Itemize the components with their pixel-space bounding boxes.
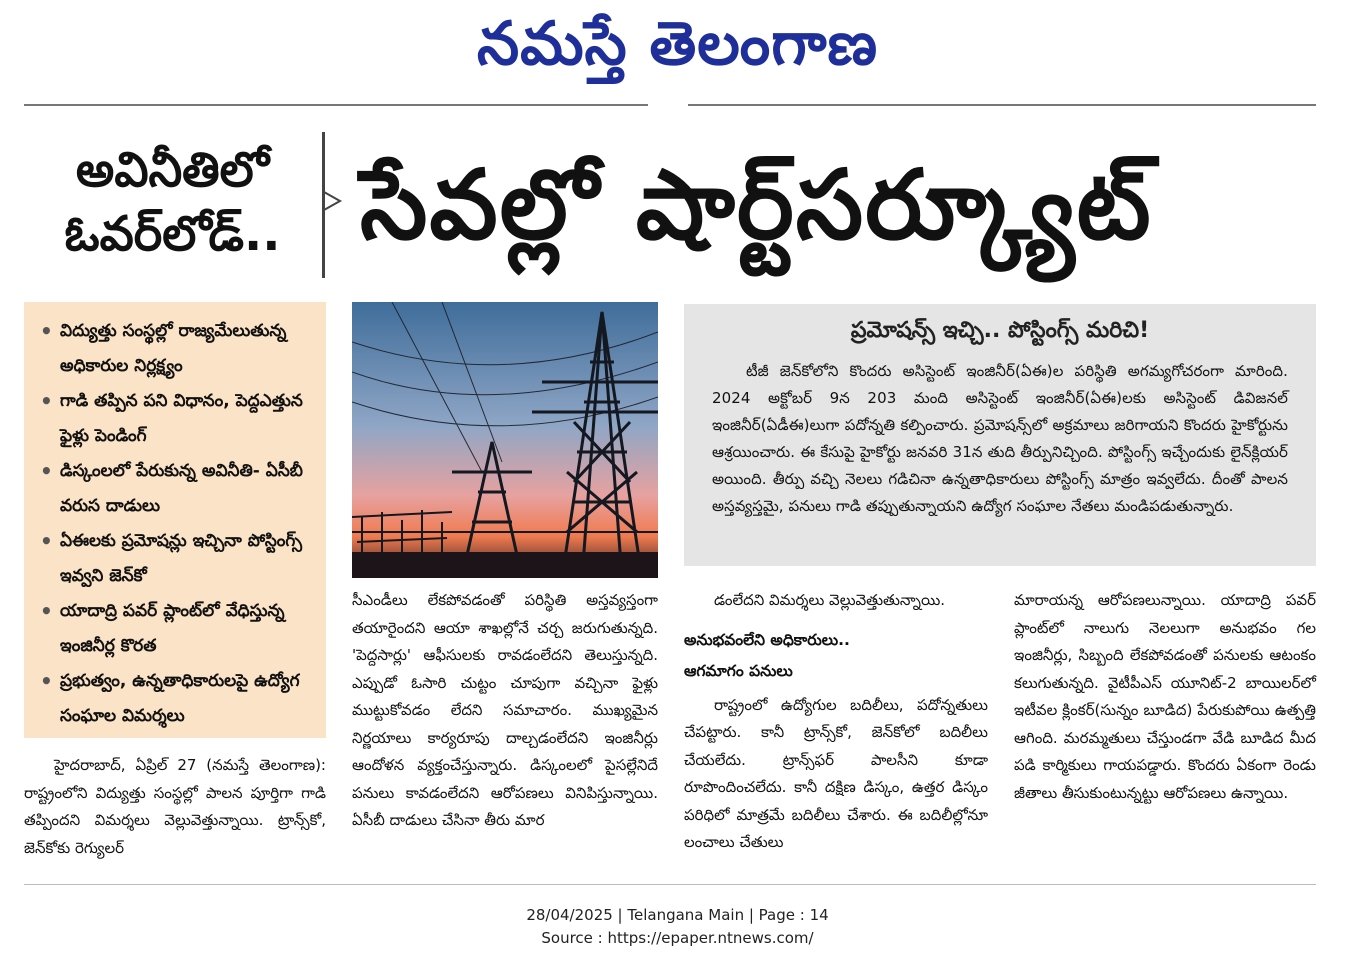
footer-source-line: Source : https://epaper.ntnews.com/ <box>541 929 814 947</box>
footer-rule <box>24 884 1316 885</box>
highlight-item: • ప్రభుత్వం, ఉన్నతాధికారులపై ఉద్యోగ సంఘాల విమర్శలు <box>38 664 318 734</box>
highlight-item: • గాడి తప్పిన పని విధానం, పెద్దఎత్తున ఫైళ్లు పెండింగ్‌ <box>38 384 318 454</box>
article-text: డంలేదని విమర్శలు వెల్లువెత్తుతున్నాయి. <box>714 591 946 609</box>
masthead-logo: నమస్తే తెలంగాణ <box>476 9 879 79</box>
article-text: మారాయన్న ఆరోపణలున్నాయి. యాదాద్రి పవర్‌ ప్లాంట్‌లో నాలుగు నెలలుగా అనుభవం గల ఇంజినీర్లు, సిబ్బంది లేకపోవడంతో పనులకు ఆటంకం కలుగుతున్నది. వైటీపీఎస్‌ యూనిట్‌-2 బాయిలర్‌లో ఇటీవల క్లింకర్‌(సున్నం బూడిద) పేరుకుపోయి ఉత్పత్తి ఆగింది. మరమ్మతులు చేస్తుండగా వేడి బూడిద మీద పడి కార్మికులు గాయపడ్డారు. కొందరు ఏకంగా రెండు జీతాలు తీసుకుంటున్నట్టు ఆరోపణలు ఉన్నాయి. <box>1014 591 1316 802</box>
sidebar-title: ప్రమోషన్స్‌ ఇచ్చి.. పోస్టింగ్స్‌ మరిచి! <box>850 318 1150 343</box>
highlight-item: • యాదాద్రి పవర్‌ ప్లాంట్‌లో వేధిస్తున్న ఇంజినీర్ల కొరత <box>38 594 318 664</box>
article-column-2 <box>352 587 658 835</box>
footer-date-line: 28/04/2025 | Telangana Main | Page : 14 <box>526 906 829 924</box>
article-column-1 <box>24 752 326 862</box>
highlight-item: • డిస్కంలలో పేరుకున్న అవినీతి- ఏసీబీ వరుస దాడులు <box>38 454 318 524</box>
article-subhead: అనుభవంలేని అధికారులు.. <box>684 630 850 649</box>
article-text: రాష్ట్రంలో ఉద్యోగుల బదిలీలు, పదోన్నతులు చేపట్టారు. కానీ ట్రాన్స్‌కో, జెన్‌కోలో బదిలీలు చేయలేదు. ట్రాన్స్‌ఫర్‌ పాలసీని కూడా రూపొందించలేదు. కానీ దక్షిణ డిస్కం, ఉత్తర డిస్కం పరిధిలో మాత్రమే బదిలీలు చేశారు. ఈ బదిలీల్లోనూ లంచాలు చేతులు <box>684 695 988 851</box>
article-column-4 <box>1014 587 1316 807</box>
sidebar-body: టీజీ జెన్‌కోలోని కొందరు అసిస్టెంట్‌ ఇంజినీర్‌(ఏఈ)ల పరిస్థితి అగమ్యగోచరంగా మారింది. 2024 అక్టోబర్‌ 9న 203 మంది అసిస్టెంట్‌ ఇంజినీర్‌(ఏఈ)లకు అసిస్టెంట్‌ డివిజనల్‌ ఇంజినీర్‌(ఏడీఈ)లుగా పదోన్నతి కల్పించారు. ప్రమోషన్స్‌లో అక్రమాలు జరిగాయని కొందరు హైకోర్టును ఆశ్రయించారు. ఈ కేసుపై హైకోర్టు జనవరి 31న తుది తీర్పునిచ్చింది. పోస్టింగ్స్‌ ఇచ్చేందుకు లైన్‌క్లియర్‌ అయింది. తీర్పు వచ్చి నెలలు గడిచినా ఉన్నతాధికారులు పోస్టింగ్స్‌ మాత్రం ఇవ్వలేదు. దీంతో పాలన అస్తవ్యస్తమై, పనులు గాడి తప్పుతున్నాయని ఉద్యోగ సంఘాల నేతలు మండిపడుతున్నారు. <box>712 362 1288 515</box>
highlight-item: • ఏఈలకు ప్రమోషన్లు ఇచ్చినా పోస్టింగ్స్‌ ఇవ్వని జెన్‌కో <box>38 524 318 594</box>
highlights-box <box>24 302 326 738</box>
highlight-item: • విద్యుత్తు సంస్థల్లో రాజ్యమేలుతున్న అధికారుల నిర్లక్ష్యం <box>38 314 318 384</box>
kicker-line-1: అవినీతిలో <box>75 142 270 198</box>
headline: సేవల్లో షార్ట్‌సర్క్యూట్‌ <box>360 149 1153 261</box>
highlights-list <box>38 314 318 734</box>
article-column-3 <box>684 587 988 857</box>
masthead-rule-right <box>688 104 1316 106</box>
sidebar-box <box>684 304 1316 566</box>
power-tower-photo <box>352 302 658 578</box>
article-text: హైదరాబాద్‌, ఏప్రిల్‌ 27 (నమస్తే తెలంగాణ): రాష్ట్రంలోని విద్యుత్తు సంస్థల్లో పాలన పూర్తిగా గాడి తప్పిందని విమర్శలు వెల్లువెత్తున్నాయి. ట్రాన్స్‌కో, జెన్‌కోకు రెగ్యులర్‌ <box>24 756 326 857</box>
masthead-rule-left <box>24 104 648 106</box>
article-text: సీఎండీలు లేకపోవడంతో పరిస్థితి అస్తవ్యస్తంగా తయారైందని ఆయా శాఖల్లోనే చర్చ జరుగుతున్నది. 'పెద్దసార్లు' ఆఫీసులకు రావడంలేదని తెలుస్తున్నది. ఎప్పుడో ఓసారి చుట్టం చూపుగా వచ్చినా ఫైళ్లు ముట్టుకోవడం లేదని సమాచారం. ముఖ్యమైన నిర్ణయాలు కార్యరూపు దాల్చడంలేదని ఇంజినీర్లు ఆందోళన వ్యక్తంచేస్తున్నారు. డిస్కంలలో పైసల్లేనిదే పనులు కావడంలేదని ఆరోపణలు వినిపిస్తున్నాయి. ఏసీబీ దాడులు చేసినా తీరు మార <box>352 591 658 829</box>
kicker-line-2: ఓవర్‌లోడ్‌.. <box>64 206 281 262</box>
article-subhead: ఆగమాగం పనులు <box>684 662 793 680</box>
chevron-right-icon <box>322 190 344 212</box>
kicker <box>30 138 315 266</box>
